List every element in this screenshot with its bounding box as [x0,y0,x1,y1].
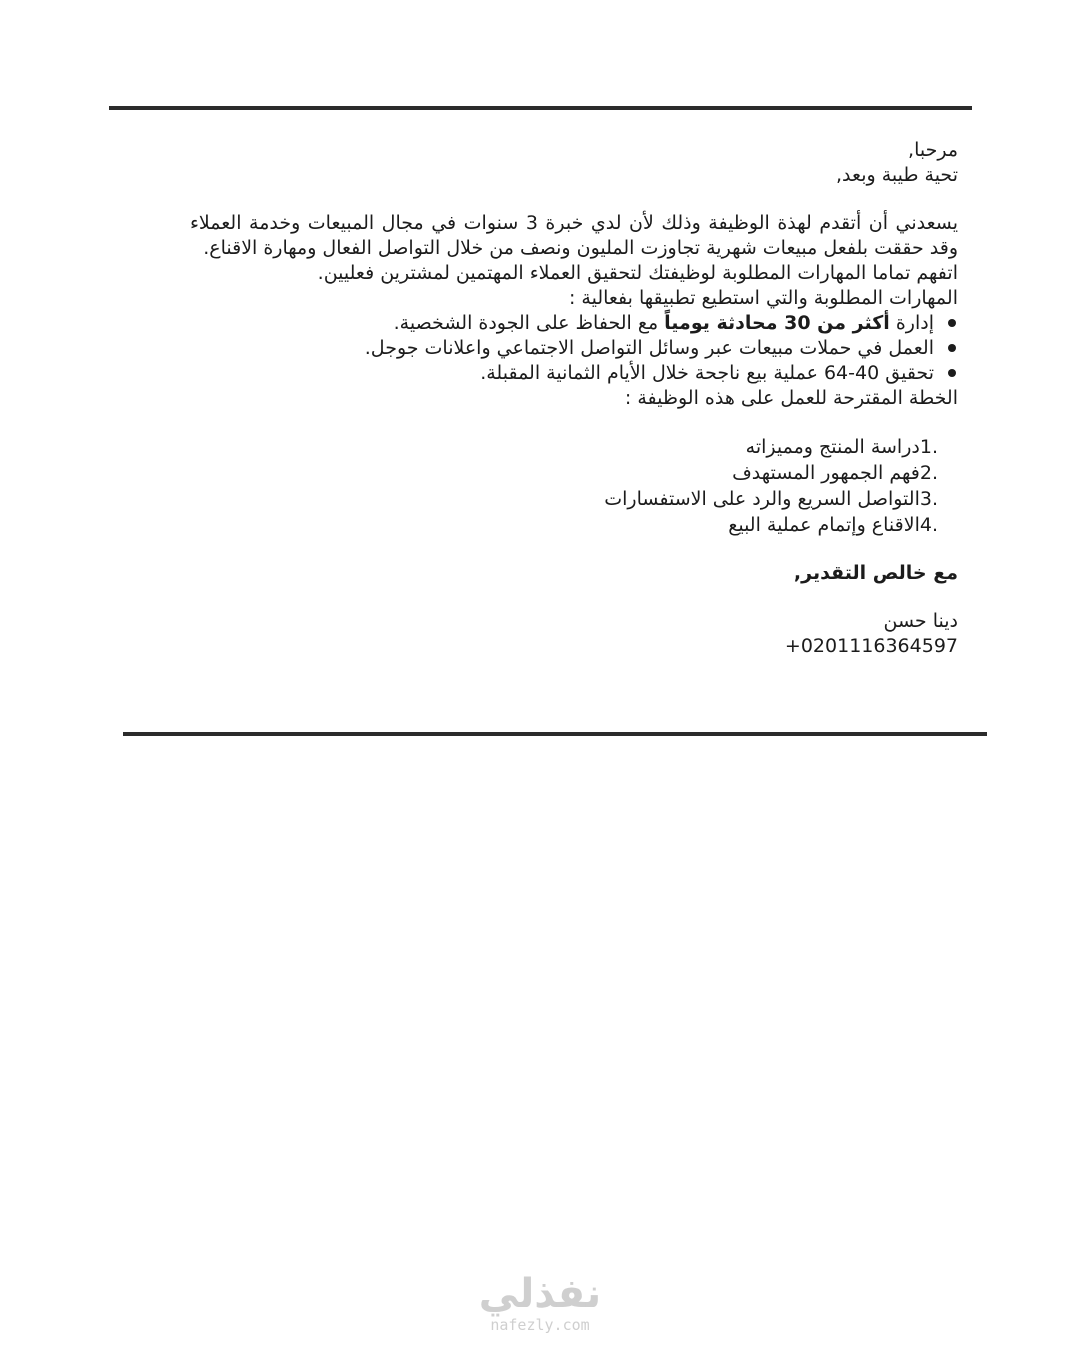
skill-item [190,311,934,336]
cover-letter [190,138,958,659]
spacer [190,586,958,609]
skill-text: العمل في حملات مبيعات عبر وسائل التواصل الاجتماعي واعلانات جوجل. [364,337,934,359]
skill-item [190,336,934,361]
phone-number: +0201116364597 [784,635,958,657]
signature-name: دينا حسن [883,610,958,632]
spacer [190,538,958,561]
spacer [190,188,958,211]
plan-text: الاقناع وإتمام عملية البيع [728,514,920,536]
plan-intro: الخطة المقترحة للعمل على هذه الوظيفة : [624,387,958,409]
watermark-logo-arabic: نفذلي [478,1271,602,1317]
plan-item [190,512,938,538]
skills-list [190,311,958,386]
skill-text-end: مع الحفاظ على الجودة الشخصية. [393,312,665,334]
salutation: تحية طيبة وبعد, [836,164,958,186]
nafezly-watermark [460,1272,620,1334]
understanding-line: اتفهم تماما المهارات المطلوبة لوظيفتك لتحقيق العملاء المهتمين لمشترين فعليين. [317,262,958,284]
skill-item [190,361,934,386]
plan-item [190,434,938,460]
bottom-divider [123,732,987,736]
plan-list [190,434,958,538]
skill-highlight: أكثر من 30 محادثة يومياً [664,312,890,334]
greeting: مرحبا, [908,139,958,161]
plan-number: 1. [919,436,938,458]
plan-text: دراسة المنتج ومميزاته [745,436,920,458]
plan-text: التواصل السريع والرد على الاستفسارات [604,488,920,510]
watermark-domain: nafezly.com [490,1316,590,1334]
skill-text: تحقيق 40-64 عملية بيع ناجحة خلال الأيام الثمانية المقبلة. [480,362,934,384]
top-divider [109,106,972,110]
spacer [190,411,958,434]
plan-text: فهم الجمهور المستهدف [732,462,920,484]
skill-text: إدارة [889,312,934,334]
plan-number: 3. [919,488,938,510]
plan-item [190,460,938,486]
closing-line: مع خالص التقدير, [793,562,958,584]
plan-item [190,486,938,512]
intro-paragraph: يسعدني أن أتقدم لهذة الوظيفة وذلك لأن لدي خبرة 3 سنوات في مجال المبيعات وخدمة العملاء وقد حققت بلفعل مبيعات شهرية تجاوزت المليون ونصف من خلال التواصل الفعال ومهارة الاقناع. [190,212,959,259]
plan-number: 2. [919,462,938,484]
skills-intro: المهارات المطلوبة والتي استطيع تطبيقها بفعالية : [568,287,958,309]
plan-number: 4. [919,514,938,536]
